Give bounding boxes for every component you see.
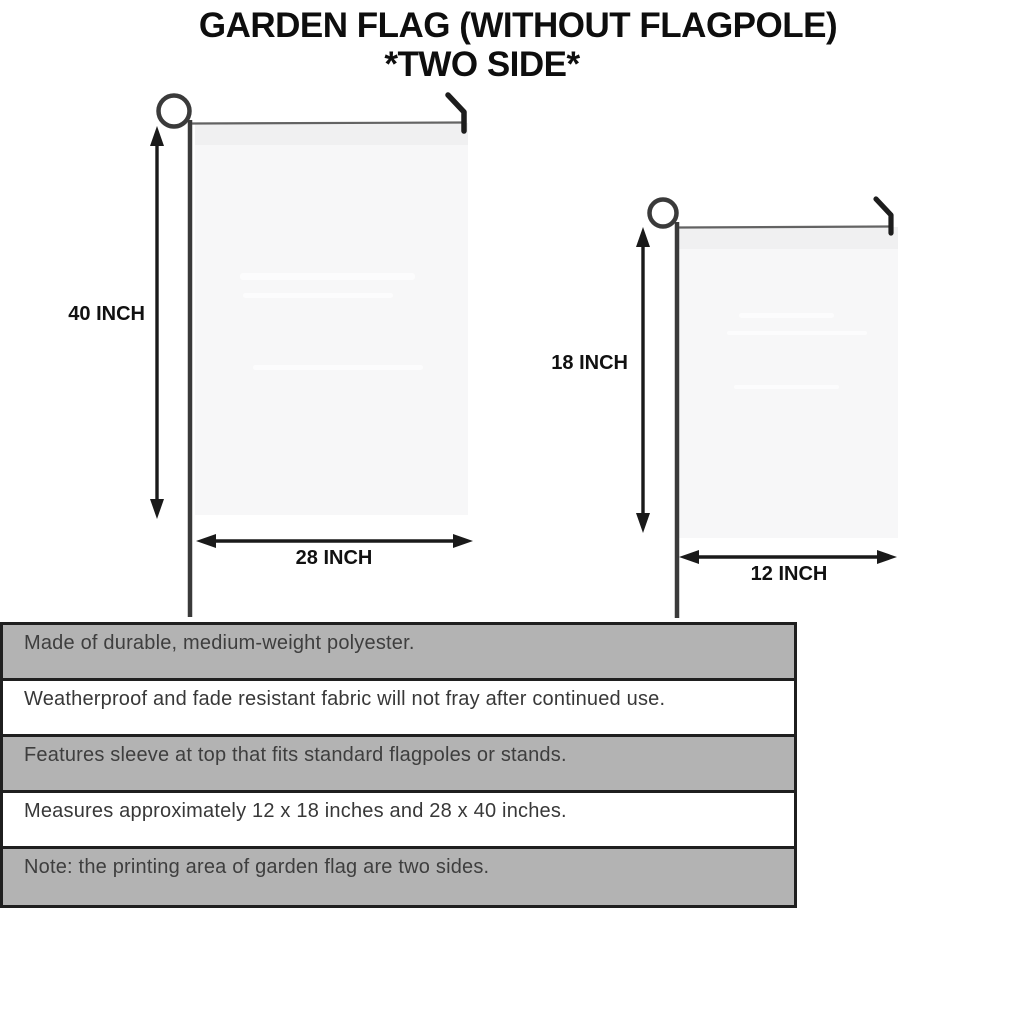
spec-row-material: Made of durable, medium-weight polyester. (3, 625, 794, 681)
pole-loop-icon (159, 96, 190, 127)
page-title (0, 6, 1024, 84)
fabric-crease (253, 365, 423, 370)
width-arrow-large (196, 534, 473, 548)
small-flag-sleeve (679, 227, 898, 249)
fabric-crease (727, 331, 867, 335)
fabric-crease (243, 293, 393, 298)
spec-row-note: Note: the printing area of garden flag are two sides. (3, 849, 794, 905)
spec-row-measures: Measures approximately 12 x 18 inches and 28 x 40 inches. (3, 793, 794, 849)
arrow-up-icon (150, 126, 164, 146)
fabric-crease (240, 273, 415, 280)
fabric-crease (734, 385, 839, 389)
small-flag-height-label: 18 INCH (551, 352, 628, 374)
title-line-1: GARDEN FLAG (WITHOUT FLAGPOLE) (198, 6, 838, 45)
spec-row-sleeve: Features sleeve at top that fits standard flagpoles or stands. (3, 737, 794, 793)
small-flag-fabric (679, 227, 898, 538)
pole-loop-icon (650, 200, 677, 227)
arrow-right-icon (877, 550, 897, 564)
height-arrow-small (636, 227, 650, 533)
arrow-down-icon (636, 513, 650, 533)
large-flag-width-label: 28 INCH (295, 547, 373, 569)
large-flag-sleeve (195, 123, 468, 145)
small-flag-width-label: 12 INCH (750, 563, 828, 585)
large-flag-height-label: 40 INCH (68, 303, 145, 325)
large-flag-fabric (195, 123, 468, 515)
spec-row-weatherproof: Weatherproof and fade resistant fabric will not fray after continued use. (3, 681, 794, 737)
width-arrow-small (679, 550, 897, 564)
fabric-crease (739, 313, 834, 318)
title-line-2: *TWO SIDE* (384, 45, 580, 84)
arrow-left-icon (679, 550, 699, 564)
spec-table (0, 622, 797, 908)
arrow-right-icon (453, 534, 473, 548)
arrow-up-icon (636, 227, 650, 247)
arrow-left-icon (196, 534, 216, 548)
arrow-down-icon (150, 499, 164, 519)
height-arrow-large (150, 126, 164, 519)
